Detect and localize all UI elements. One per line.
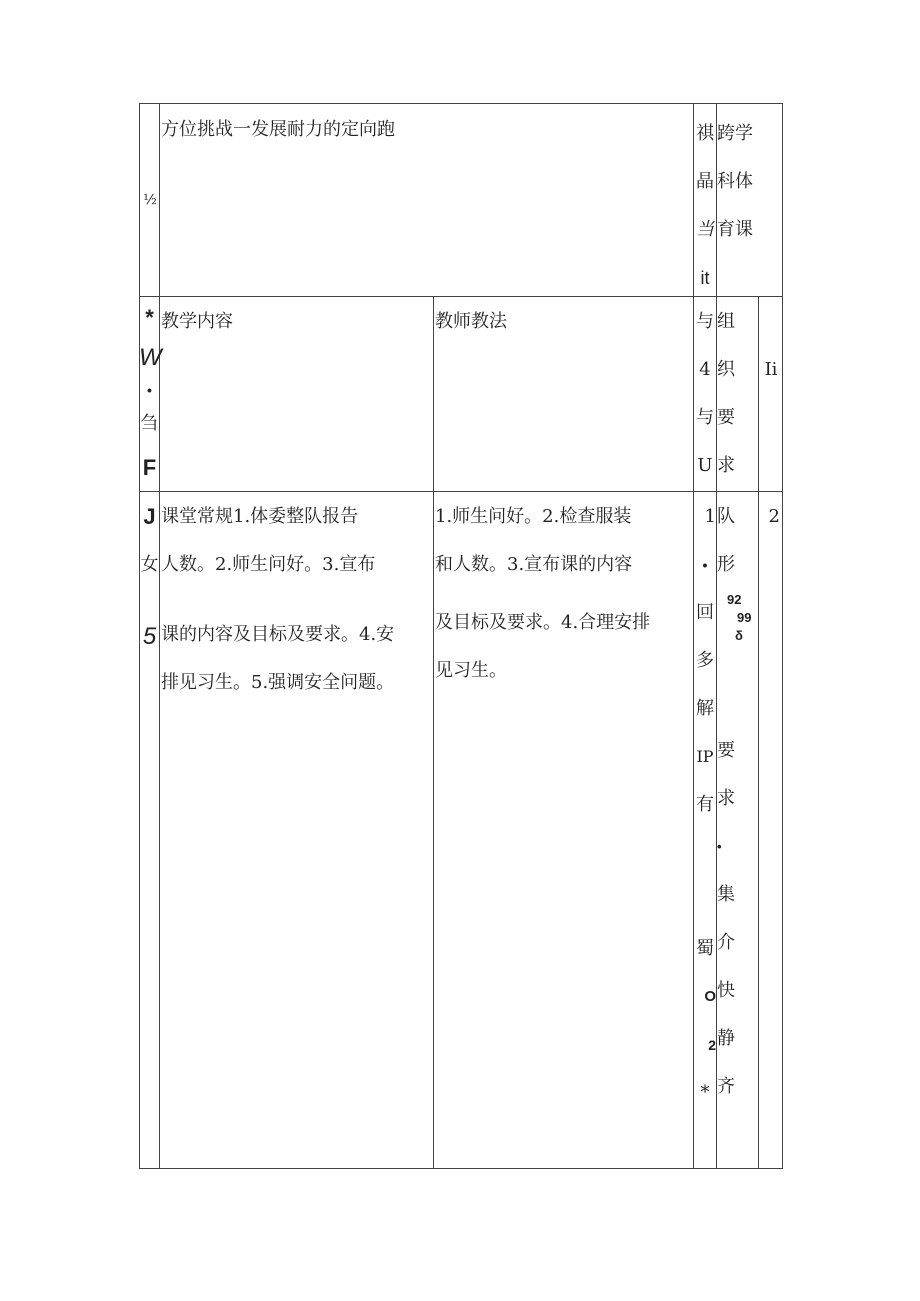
row-divider-1 (139, 296, 783, 297)
row3-col4-char: 蜀 (696, 938, 714, 959)
method-line: 1.师生问好。2.检查服装 (435, 506, 632, 527)
requirement-char: 集 (717, 884, 735, 905)
row3-col4-char: O (704, 988, 716, 1005)
row2-col4-char: 4 (699, 359, 711, 380)
row3-left-mark: J (143, 504, 156, 529)
method-line: 和人数。3.宣布课的内容 (435, 554, 633, 575)
row2-col4-char: 与 (696, 407, 714, 428)
method-line: 及目标及要求。4.合理安排 (435, 612, 651, 633)
lesson-title: 方位挑战一发展耐力的定向跑 (161, 119, 395, 140)
row2-left-mark: * (145, 305, 154, 330)
formation-char: 队 (717, 506, 735, 527)
row-divider-2 (139, 491, 783, 492)
row3-col4-char: * (700, 1082, 710, 1103)
row2-col4-char: 与 (696, 311, 714, 332)
formation-mark: 99 (737, 610, 752, 625)
row3-col4-char: 1 (704, 506, 716, 527)
row3-left-mark: 5 (142, 623, 157, 650)
row3-left-mark: 女 (140, 554, 159, 575)
col-divider-2 (433, 296, 434, 1169)
org-req-char: 求 (717, 455, 735, 476)
col-divider-5 (758, 296, 759, 1169)
course-category-line: 育课 (717, 219, 753, 240)
row1-col-label-char: 当 (696, 219, 714, 240)
row2-col6: Ii (764, 359, 778, 380)
teaching-content-header: 教学内容 (161, 311, 233, 332)
row1-col-label-char: 祺 (696, 123, 714, 144)
table-border-top (139, 103, 783, 104)
requirement-char: 求 (717, 788, 735, 809)
row3-col4-char: 多 (696, 650, 714, 671)
requirement-char: 快 (717, 980, 735, 1001)
teaching-method-body (435, 493, 692, 685)
org-req-char: 织 (717, 359, 735, 380)
row1-col-label (694, 110, 716, 302)
row3-col4-char: 有 (696, 794, 714, 815)
row1-col-label-char: 晶 (696, 171, 714, 192)
row2-left-mark: • (147, 382, 152, 398)
row2-col4 (694, 298, 716, 490)
requirement-char: 要 (717, 740, 735, 761)
row2-left-marks (139, 298, 160, 490)
row1-col-label-char: it (700, 268, 710, 288)
method-line: 见习生。 (435, 660, 507, 681)
row3-col4-char: 2 (708, 1037, 716, 1053)
content-line: 排见习生。5.强调安全问题。 (161, 672, 395, 693)
course-category-line: 跨学 (717, 123, 753, 144)
row3-col5 (717, 493, 758, 1111)
row2-left-mark: 刍 (140, 413, 159, 434)
requirement-char: • (717, 839, 722, 854)
row2-col4-char: U (697, 455, 713, 476)
content-line: 课堂常规1.体委整队报告 (161, 506, 359, 527)
row3-col4-char: 回 (696, 602, 714, 623)
row1-left-mark: ½ (143, 192, 157, 208)
org-req-char: 要 (717, 407, 735, 428)
content-line: 人数。2.师生问好。3.宣布 (161, 554, 376, 575)
formation-marks (717, 589, 758, 727)
requirement-char: 静 (717, 1028, 735, 1049)
formation-mark: δ (735, 628, 743, 643)
formation-mark: 92 (727, 592, 742, 607)
org-req-char: 组 (717, 311, 735, 332)
row3-col4-char: • (702, 557, 708, 573)
requirement-char: 齐 (717, 1076, 735, 1097)
row3-left-marks (139, 493, 160, 685)
row3-col4-char: 解 (696, 698, 714, 719)
table-border-bottom (139, 1168, 783, 1169)
organization-requirements-header (717, 298, 758, 490)
row3-col4-char: IP (696, 747, 714, 766)
content-line: 课的内容及目标及要求。4.安 (161, 624, 395, 645)
row2-left-mark: F (142, 455, 157, 480)
teaching-content-body (161, 493, 432, 693)
formation-char: 形 (717, 554, 735, 575)
course-category (717, 110, 783, 254)
teaching-method-header: 教师教法 (435, 311, 507, 332)
row2-left-mark: W (139, 344, 162, 371)
row3-col6: 2 (768, 506, 780, 527)
course-category-line: 科体 (717, 171, 753, 192)
row3-col4 (694, 493, 716, 1117)
requirement-char: 介 (717, 932, 735, 953)
table-border-right (782, 103, 783, 1169)
